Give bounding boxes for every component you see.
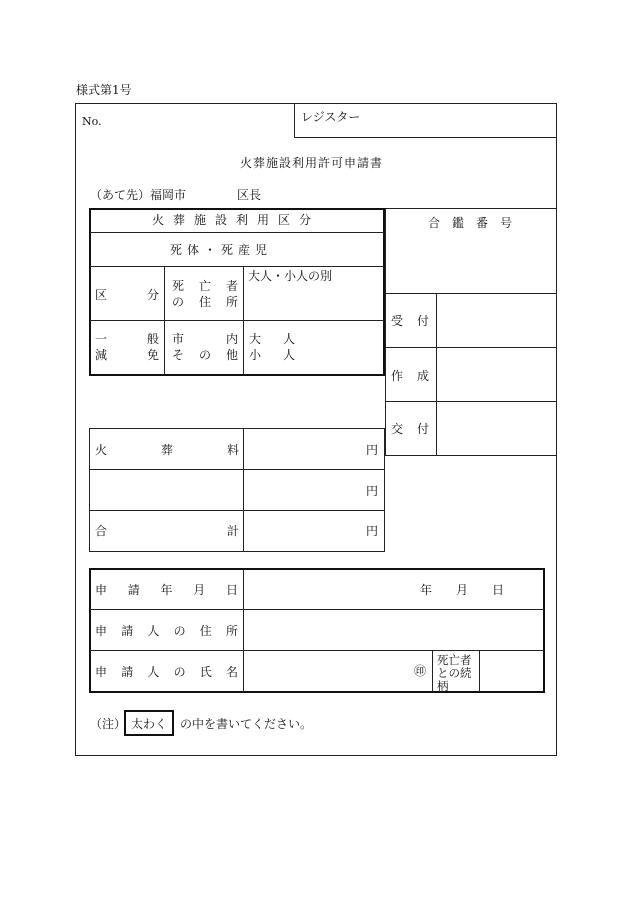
divider (243, 266, 244, 375)
application-date-label: 申請年月日 (95, 583, 238, 597)
adult-label: 大人 (249, 332, 295, 346)
divider (243, 428, 244, 552)
note-suffix: の中を書いてください。 (180, 717, 313, 731)
divider (432, 650, 433, 692)
divider (90, 650, 544, 651)
seal-mark: ㊞ (414, 664, 427, 678)
yen-unit: 円 (366, 524, 379, 538)
month-unit: 月 (456, 583, 469, 597)
issued-label: 交付 (391, 422, 429, 436)
yen-unit: 円 (366, 484, 379, 498)
divider (294, 103, 295, 137)
deceased-address-label-2: の住所 (172, 295, 238, 309)
divider (385, 401, 557, 402)
divider (90, 609, 544, 610)
day-unit: 日 (492, 583, 505, 597)
usage-header: 火葬施設利用区分 (152, 213, 321, 227)
divider (89, 469, 385, 470)
divider (479, 650, 480, 692)
addressee: （あて先）福岡市 (90, 188, 187, 202)
applicant-address-label: 申請人の住所 (95, 624, 238, 638)
adult-child-label: 大人・小人の別 (248, 269, 333, 283)
yen-unit: 円 (366, 443, 379, 457)
divider (89, 510, 385, 511)
divider (164, 266, 165, 375)
note-prefix: （注） (90, 717, 127, 731)
ward-head: 区長 (237, 188, 262, 202)
general-label: 一般 (95, 332, 159, 346)
divider (90, 320, 384, 321)
other-label: その他 (172, 348, 238, 362)
child-label: 小人 (249, 348, 295, 362)
page-title: 火葬施設利用許可申請書 (240, 156, 384, 170)
in-city-label: 市内 (172, 332, 238, 346)
register-label: レジスター (301, 110, 361, 124)
form-number: 様式第1号 (76, 83, 132, 97)
exempt-label: 減免 (95, 348, 159, 362)
divider (385, 208, 557, 209)
year-unit: 年 (420, 583, 433, 597)
prepared-label: 作成 (391, 369, 429, 383)
total-label: 合計 (95, 524, 239, 538)
divider (90, 232, 384, 233)
received-label: 受付 (391, 314, 429, 328)
divider (294, 137, 557, 138)
divider (385, 208, 386, 456)
divider (436, 293, 437, 455)
applicant-name-label: 申請人の氏名 (95, 665, 238, 679)
no-label: No. (82, 115, 102, 128)
divider (385, 293, 557, 294)
divider (243, 569, 244, 692)
bold-frame-sample (124, 710, 174, 736)
body-type: 死体・死産児 (170, 243, 273, 257)
cremation-fee-label: 火葬料 (95, 443, 239, 457)
divider (385, 455, 557, 456)
category-label: 区分 (95, 288, 159, 302)
deceased-address-label-1: 死亡者 (172, 279, 238, 293)
relation-label: 死亡者との続柄 (437, 653, 472, 693)
divider (90, 266, 384, 267)
divider (385, 347, 557, 348)
stamp-number-label: 合鑑番号 (428, 216, 525, 230)
bold-frame-text: 太わく (130, 716, 167, 731)
